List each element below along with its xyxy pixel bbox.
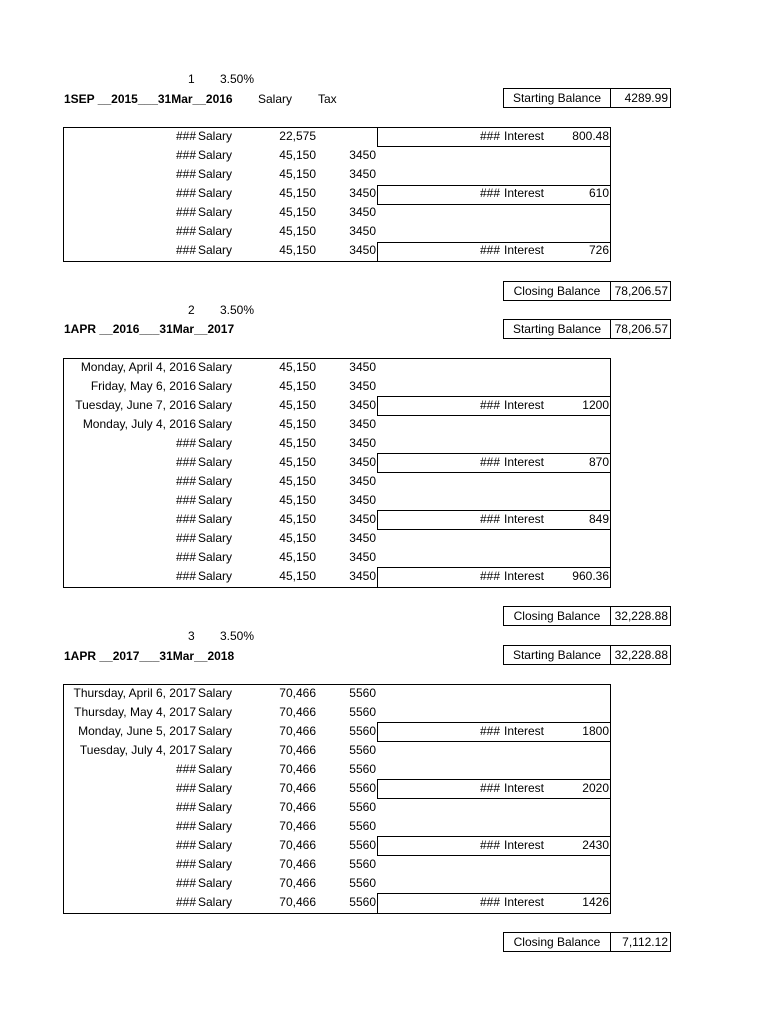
interest-label-cell: Interest bbox=[504, 398, 545, 412]
date-cell: Monday, July 4, 2016 bbox=[82, 417, 196, 431]
table-row bbox=[0, 398, 768, 417]
date-cell: ### bbox=[175, 895, 196, 909]
interest-value-cell: 610 bbox=[588, 186, 609, 200]
table-row bbox=[0, 800, 768, 819]
type-cell: Salary bbox=[198, 743, 233, 757]
section-number: 2 bbox=[188, 303, 195, 317]
table-row bbox=[0, 360, 768, 379]
table-row bbox=[0, 743, 768, 762]
section-number: 1 bbox=[188, 72, 195, 86]
tax-cell: 3450 bbox=[349, 417, 376, 431]
table-row bbox=[0, 838, 768, 857]
table-row bbox=[0, 436, 768, 455]
starting-balance-label: Starting Balance bbox=[503, 88, 611, 108]
interest-label-cell: Interest bbox=[504, 724, 545, 738]
type-cell: Salary bbox=[198, 838, 233, 852]
table-row bbox=[0, 224, 768, 243]
interest-value-cell: 800.48 bbox=[572, 129, 609, 143]
salary-amount-cell: 45,150 bbox=[279, 398, 316, 412]
type-cell: Salary bbox=[198, 569, 233, 583]
salary-amount-cell: 70,466 bbox=[279, 762, 316, 776]
table-row bbox=[0, 512, 768, 531]
date-cell: ### bbox=[175, 781, 196, 795]
tax-cell: 3450 bbox=[349, 186, 376, 200]
tax-cell: 3450 bbox=[349, 167, 376, 181]
interest-value-cell: 960.36 bbox=[572, 569, 609, 583]
period-title: 1APR __2016___31Mar__2017 bbox=[64, 322, 235, 336]
date-cell: ### bbox=[175, 493, 196, 507]
date-cell: ### bbox=[175, 205, 196, 219]
salary-amount-cell: 45,150 bbox=[279, 224, 316, 238]
tax-cell: 5560 bbox=[349, 838, 376, 852]
interest-value-cell: 2430 bbox=[582, 838, 609, 852]
interest-label-cell: Interest bbox=[504, 838, 545, 852]
tax-cell: 5560 bbox=[349, 724, 376, 738]
date-cell: Tuesday, June 7, 2016 bbox=[75, 398, 196, 412]
tax-cell: 5560 bbox=[349, 781, 376, 795]
date-cell: ### bbox=[175, 224, 196, 238]
salary-amount-cell: 45,150 bbox=[279, 205, 316, 219]
table-row bbox=[0, 148, 768, 167]
salary-amount-cell: 45,150 bbox=[279, 379, 316, 393]
salary-amount-cell: 45,150 bbox=[279, 512, 316, 526]
date-cell: ### bbox=[175, 167, 196, 181]
tax-cell: 5560 bbox=[349, 762, 376, 776]
type-cell: Salary bbox=[198, 762, 233, 776]
starting-balance-value: 32,228.88 bbox=[610, 645, 671, 665]
salary-amount-cell: 45,150 bbox=[279, 531, 316, 545]
type-cell: Salary bbox=[198, 243, 233, 257]
type-cell: Salary bbox=[198, 493, 233, 507]
date-cell: ### bbox=[175, 455, 196, 469]
type-cell: Salary bbox=[198, 224, 233, 238]
tax-cell: 3450 bbox=[349, 512, 376, 526]
date-cell: Friday, May 6, 2016 bbox=[90, 379, 196, 393]
salary-amount-cell: 45,150 bbox=[279, 493, 316, 507]
tax-cell: 3450 bbox=[349, 205, 376, 219]
salary-amount-cell: 70,466 bbox=[279, 781, 316, 795]
tax-cell: 3450 bbox=[349, 398, 376, 412]
date-cell: ### bbox=[175, 186, 196, 200]
date-cell: Monday, June 5, 2017 bbox=[78, 724, 196, 738]
table-row bbox=[0, 493, 768, 512]
date-cell: ### bbox=[175, 800, 196, 814]
salary-amount-cell: 70,466 bbox=[279, 819, 316, 833]
tax-cell: 5560 bbox=[349, 895, 376, 909]
closing-balance bbox=[503, 932, 671, 952]
date-cell: ### bbox=[175, 762, 196, 776]
salary-amount-cell: 70,466 bbox=[279, 800, 316, 814]
type-cell: Salary bbox=[198, 781, 233, 795]
type-cell: Salary bbox=[198, 379, 233, 393]
interest-label-cell: Interest bbox=[504, 781, 545, 795]
type-cell: Salary bbox=[198, 398, 233, 412]
tax-cell: 3450 bbox=[349, 569, 376, 583]
interest-value-cell: 2020 bbox=[582, 781, 609, 795]
tax-cell: 3450 bbox=[349, 493, 376, 507]
salary-amount-cell: 45,150 bbox=[279, 569, 316, 583]
date-cell: ### bbox=[175, 512, 196, 526]
closing-balance-value: 32,228.88 bbox=[610, 606, 671, 626]
date-cell: Thursday, May 4, 2017 bbox=[74, 705, 196, 719]
type-cell: Salary bbox=[198, 895, 233, 909]
date-cell: ### bbox=[175, 531, 196, 545]
salary-amount-cell: 70,466 bbox=[279, 724, 316, 738]
starting-balance bbox=[503, 645, 671, 665]
tax-cell: 3450 bbox=[349, 379, 376, 393]
starting-balance bbox=[503, 88, 671, 108]
table-row bbox=[0, 455, 768, 474]
interest-date-cell: ### bbox=[479, 455, 500, 469]
salary-amount-cell: 45,150 bbox=[279, 455, 316, 469]
tax-cell: 3450 bbox=[349, 224, 376, 238]
table-row bbox=[0, 550, 768, 569]
closing-balance-label: Closing Balance bbox=[503, 932, 611, 952]
date-cell: Tuesday, July 4, 2017 bbox=[79, 743, 196, 757]
salary-amount-cell: 45,150 bbox=[279, 148, 316, 162]
tax-column-header: Tax bbox=[318, 92, 337, 106]
type-cell: Salary bbox=[198, 800, 233, 814]
date-cell: ### bbox=[175, 876, 196, 890]
salary-amount-cell: 70,466 bbox=[279, 876, 316, 890]
table-row bbox=[0, 167, 768, 186]
type-cell: Salary bbox=[198, 417, 233, 431]
tax-cell: 5560 bbox=[349, 686, 376, 700]
date-cell: ### bbox=[175, 148, 196, 162]
date-cell: Thursday, April 6, 2017 bbox=[73, 686, 196, 700]
starting-balance-label: Starting Balance bbox=[503, 645, 611, 665]
date-cell: ### bbox=[175, 129, 196, 143]
salary-amount-cell: 45,150 bbox=[279, 436, 316, 450]
interest-date-cell: ### bbox=[479, 129, 500, 143]
salary-amount-cell: 45,150 bbox=[279, 550, 316, 564]
type-cell: Salary bbox=[198, 205, 233, 219]
interest-value-cell: 1200 bbox=[582, 398, 609, 412]
table-row bbox=[0, 417, 768, 436]
interest-date-cell: ### bbox=[479, 186, 500, 200]
interest-rate: 3.50% bbox=[220, 629, 255, 643]
date-cell: ### bbox=[175, 569, 196, 583]
interest-date-cell: ### bbox=[479, 398, 500, 412]
salary-amount-cell: 70,466 bbox=[279, 743, 316, 757]
table-row bbox=[0, 186, 768, 205]
table-row bbox=[0, 705, 768, 724]
closing-balance bbox=[503, 281, 671, 301]
tax-cell: 5560 bbox=[349, 800, 376, 814]
interest-label-cell: Interest bbox=[504, 895, 545, 909]
salary-amount-cell: 45,150 bbox=[279, 474, 316, 488]
type-cell: Salary bbox=[198, 819, 233, 833]
date-cell: Monday, April 4, 2016 bbox=[80, 360, 196, 374]
salary-column-header: Salary bbox=[258, 92, 293, 106]
starting-balance-value: 4289.99 bbox=[610, 88, 671, 108]
salary-amount-cell: 22,575 bbox=[279, 129, 316, 143]
type-cell: Salary bbox=[198, 455, 233, 469]
table-row bbox=[0, 876, 768, 895]
tax-cell: 3450 bbox=[349, 474, 376, 488]
salary-amount-cell: 45,150 bbox=[279, 186, 316, 200]
type-cell: Salary bbox=[198, 129, 233, 143]
closing-balance bbox=[503, 606, 671, 626]
tax-cell: 5560 bbox=[349, 819, 376, 833]
starting-balance-value: 78,206.57 bbox=[610, 319, 671, 339]
period-title: 1APR __2017___31Mar__2018 bbox=[64, 649, 235, 663]
table-row bbox=[0, 205, 768, 224]
section-number: 3 bbox=[188, 629, 195, 643]
interest-date-cell: ### bbox=[479, 243, 500, 257]
salary-amount-cell: 70,466 bbox=[279, 895, 316, 909]
interest-date-cell: ### bbox=[479, 724, 500, 738]
tax-cell: 3450 bbox=[349, 243, 376, 257]
date-cell: ### bbox=[175, 243, 196, 257]
table-row bbox=[0, 895, 768, 914]
interest-value-cell: 1426 bbox=[582, 895, 609, 909]
tax-cell: 3450 bbox=[349, 550, 376, 564]
type-cell: Salary bbox=[198, 857, 233, 871]
closing-balance-value: 7,112.12 bbox=[610, 932, 671, 952]
interest-date-cell: ### bbox=[479, 569, 500, 583]
table-row bbox=[0, 781, 768, 800]
type-cell: Salary bbox=[198, 474, 233, 488]
type-cell: Salary bbox=[198, 148, 233, 162]
table-row bbox=[0, 474, 768, 493]
interest-label-cell: Interest bbox=[504, 243, 545, 257]
interest-date-cell: ### bbox=[479, 895, 500, 909]
table-row bbox=[0, 243, 768, 262]
date-cell: ### bbox=[175, 436, 196, 450]
tax-cell: 5560 bbox=[349, 857, 376, 871]
tax-cell: 3450 bbox=[349, 148, 376, 162]
date-cell: ### bbox=[175, 857, 196, 871]
interest-label-cell: Interest bbox=[504, 512, 545, 526]
table-row bbox=[0, 569, 768, 588]
salary-amount-cell: 70,466 bbox=[279, 838, 316, 852]
type-cell: Salary bbox=[198, 724, 233, 738]
table-row bbox=[0, 819, 768, 838]
tax-cell: 3450 bbox=[349, 360, 376, 374]
table-row bbox=[0, 531, 768, 550]
date-cell: ### bbox=[175, 474, 196, 488]
starting-balance bbox=[503, 319, 671, 339]
type-cell: Salary bbox=[198, 167, 233, 181]
type-cell: Salary bbox=[198, 360, 233, 374]
salary-amount-cell: 70,466 bbox=[279, 686, 316, 700]
closing-balance-label: Closing Balance bbox=[503, 606, 611, 626]
type-cell: Salary bbox=[198, 550, 233, 564]
type-cell: Salary bbox=[198, 531, 233, 545]
tax-cell: 3450 bbox=[349, 531, 376, 545]
table-row bbox=[0, 762, 768, 781]
table-row bbox=[0, 724, 768, 743]
interest-value-cell: 726 bbox=[588, 243, 609, 257]
tax-cell: 3450 bbox=[349, 436, 376, 450]
interest-label-cell: Interest bbox=[504, 569, 545, 583]
table-row bbox=[0, 686, 768, 705]
type-cell: Salary bbox=[198, 686, 233, 700]
interest-label-cell: Interest bbox=[504, 186, 545, 200]
date-cell: ### bbox=[175, 819, 196, 833]
tax-cell: 5560 bbox=[349, 743, 376, 757]
date-cell: ### bbox=[175, 550, 196, 564]
interest-label-cell: Interest bbox=[504, 455, 545, 469]
interest-label-cell: Interest bbox=[504, 129, 545, 143]
table-row bbox=[0, 379, 768, 398]
interest-date-cell: ### bbox=[479, 781, 500, 795]
interest-value-cell: 849 bbox=[588, 512, 609, 526]
type-cell: Salary bbox=[198, 876, 233, 890]
table-row bbox=[0, 857, 768, 876]
interest-rate: 3.50% bbox=[220, 72, 255, 86]
salary-amount-cell: 45,150 bbox=[279, 167, 316, 181]
salary-amount-cell: 70,466 bbox=[279, 857, 316, 871]
interest-date-cell: ### bbox=[479, 512, 500, 526]
table-row bbox=[0, 129, 768, 148]
period-title: 1SEP __2015___31Mar__2016 bbox=[64, 92, 233, 106]
starting-balance-label: Starting Balance bbox=[503, 319, 611, 339]
tax-cell: 5560 bbox=[349, 705, 376, 719]
tax-cell: 5560 bbox=[349, 876, 376, 890]
closing-balance-label: Closing Balance bbox=[503, 281, 611, 301]
salary-amount-cell: 70,466 bbox=[279, 705, 316, 719]
date-cell: ### bbox=[175, 838, 196, 852]
type-cell: Salary bbox=[198, 436, 233, 450]
type-cell: Salary bbox=[198, 705, 233, 719]
tax-cell: 3450 bbox=[349, 455, 376, 469]
type-cell: Salary bbox=[198, 186, 233, 200]
interest-value-cell: 870 bbox=[588, 455, 609, 469]
salary-amount-cell: 45,150 bbox=[279, 360, 316, 374]
interest-date-cell: ### bbox=[479, 838, 500, 852]
interest-value-cell: 1800 bbox=[582, 724, 609, 738]
salary-amount-cell: 45,150 bbox=[279, 417, 316, 431]
type-cell: Salary bbox=[198, 512, 233, 526]
closing-balance-value: 78,206.57 bbox=[610, 281, 671, 301]
interest-rate: 3.50% bbox=[220, 303, 255, 317]
salary-amount-cell: 45,150 bbox=[279, 243, 316, 257]
